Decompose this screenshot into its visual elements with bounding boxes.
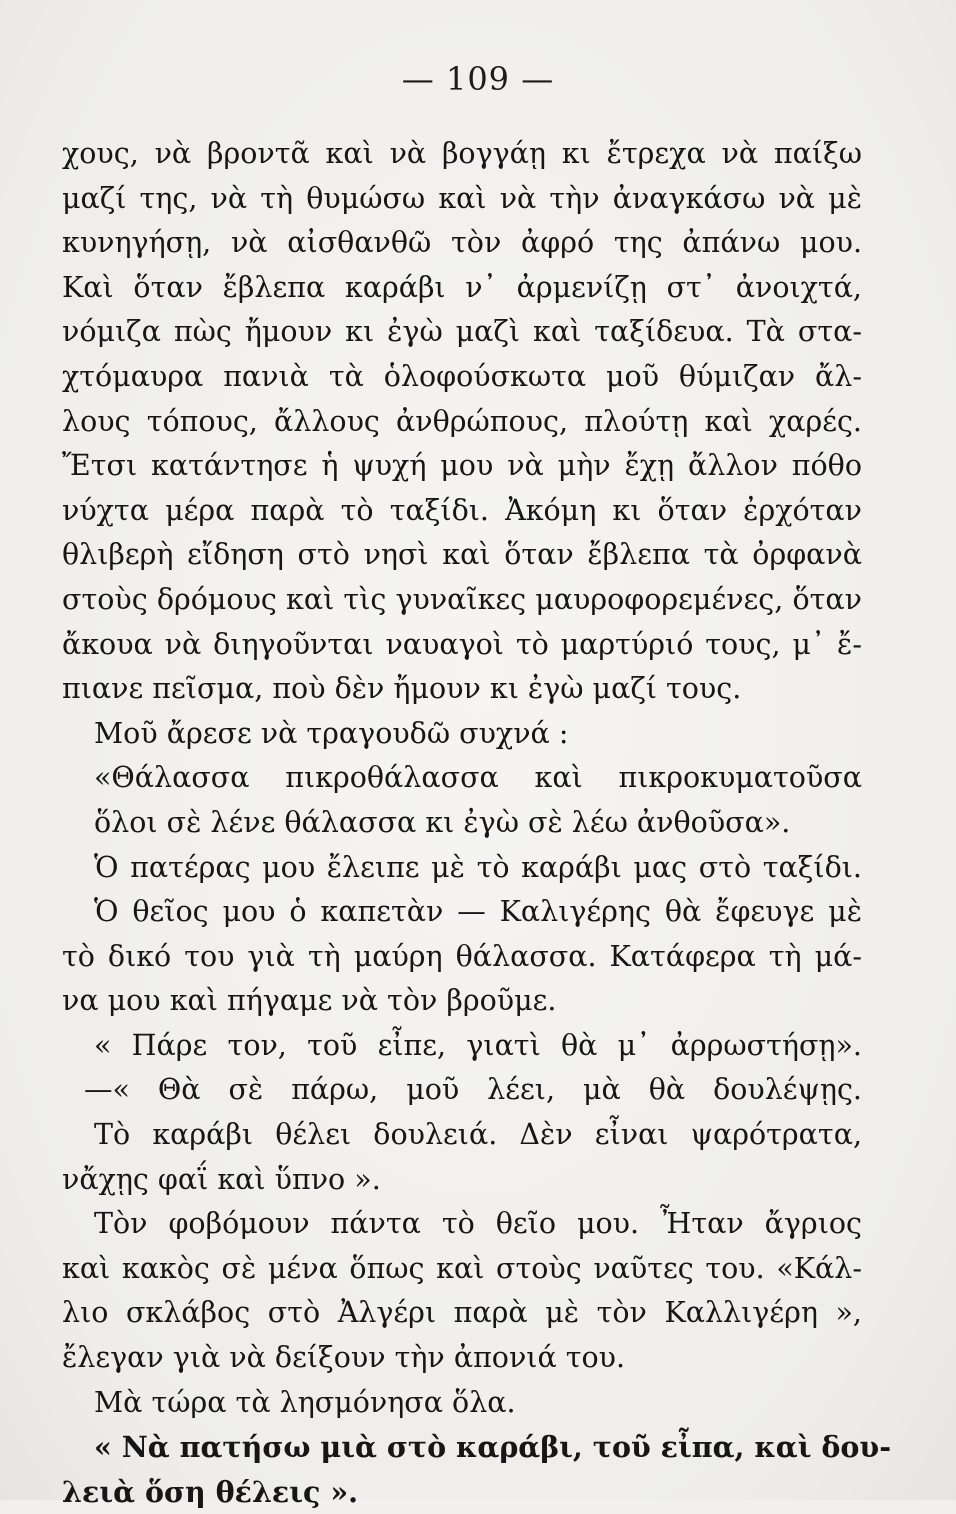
dialogue-line: νἄχῃς φαΐ καὶ ὕπνο ». [62,1162,381,1196]
text-line: Ἔτσι κατάντησε ἡ ψυχή μου νὰ μὴν ἔχῃ ἄλλον πόθο [62,449,862,483]
body-text [62,132,892,1514]
text-line: Μοῦ ἄρεσε νὰ τραγουδῶ συχνά : [94,716,569,750]
text-line: Ὁ θεῖος μου ὁ καπετὰν — Καλιγέρης θὰ ἔφευγε μὲ [94,895,862,929]
text-line: ἄκουα νὰ διηγοῦνται ναυαγοὶ τὸ μαρτύριό τους, μ᾽ ἔ- [62,627,862,661]
text-line: νύχτα μέρα παρὰ τὸ ταξίδι. Ἀκόμη κι ὅταν ἐρχόταν [62,493,862,527]
verse-line: ὅλοι σὲ λένε θάλασσα κι ἐγὼ σὲ λέω ἀνθοῦσα». [94,805,791,839]
text-line: θλιβερὴ εἴδηση στὸ νησὶ καὶ ὅταν ἔβλεπα τὰ ὀρφανὰ [62,538,862,572]
dialogue-line: « Πάρε τον, τοῦ εἶπε, γιατὶ θὰ μ᾽ ἀρρωστήσῃ». [94,1028,862,1062]
text-line: κυνηγήσῃ, νὰ αἰσθανθῶ τὸν ἀφρό της ἀπάνω μου. [62,226,862,260]
dialogue-line: Τὸ καράβι θέλει δουλειά. Δὲν εἶναι ψαρότρατα, [94,1118,862,1152]
text-line: να μου καὶ πήγαμε νὰ τὸν βροῦμε. [62,984,557,1018]
page-number: — 109 — [401,60,555,98]
text-line: καὶ κακὸς σὲ μένα ὅπως καὶ στοὺς ναῦτες του. «Κάλ- [62,1251,862,1285]
text-line: μαζί της, νὰ τὴ θυμώσω καὶ νὰ τὴν ἀναγκάσω νὰ μὲ [62,181,862,215]
text-line: στοὺς δρόμους καὶ τὶς γυναῖκες μαυροφορεμένες, ὅταν [62,582,862,616]
dialogue-line: λειὰ ὅση θέλεις ». [62,1474,359,1509]
dialogue-line: —« Θὰ σὲ πάρω, μοῦ λέει, μὰ θὰ δουλέψῃς. [84,1073,862,1107]
text-line: πιανε πεῖσμα, ποὺ δὲν ἤμουν κι ἐγὼ μαζί τους. [62,672,742,706]
text-line: λιο σκλάβος στὸ Ἀλγέρι παρὰ μὲ τὸν Καλλιγέρη », [62,1296,862,1330]
verse-line: «Θάλασσα πικροθάλασσα καὶ πικροκυματοῦσα [94,761,862,795]
text-line: χτόμαυρα πανιὰ τὰ ὁλοφούσκωτα μοῦ θύμιζαν ἄλ- [62,359,862,393]
text-line: ἔλεγαν γιὰ νὰ δείξουν τὴν ἀπονιά του. [62,1341,626,1375]
dialogue-line: « Νὰ πατήσω μιὰ στὸ καράβι, τοῦ εἶπα, καὶ δου- [94,1430,892,1465]
text-line: νόμιζα πὼς ἤμουν κι ἐγὼ μαζὶ καὶ ταξίδευα. Τὰ στα- [62,315,862,349]
text-line: Τὸν φοβόμουν πάντα τὸ θεῖο μου. Ἦταν ἄγριος [94,1207,862,1241]
text-line: Μὰ τώρα τὰ λησμόνησα ὅλα. [94,1385,516,1419]
text-line: Ὁ πατέρας μου ἔλειπε μὲ τὸ καράβι μας στὸ ταξίδι. [94,850,862,884]
text-line: λους τόπους, ἄλλους ἀνθρώπους, πλούτῃ καὶ χαρές. [62,404,862,438]
text-line: Καὶ ὅταν ἔβλεπα καράβι ν᾽ ἀρμενίζῃ στ᾽ ἀνοιχτά, [62,270,862,304]
text-line: χους, νὰ βροντᾶ καὶ νὰ βογγάῃ κι ἔτρεχα νὰ παίξω [62,137,862,170]
text-line: τὸ δικό του γιὰ τὴ μαύρη θάλασσα. Κατάφερα τὴ μά- [62,939,862,973]
